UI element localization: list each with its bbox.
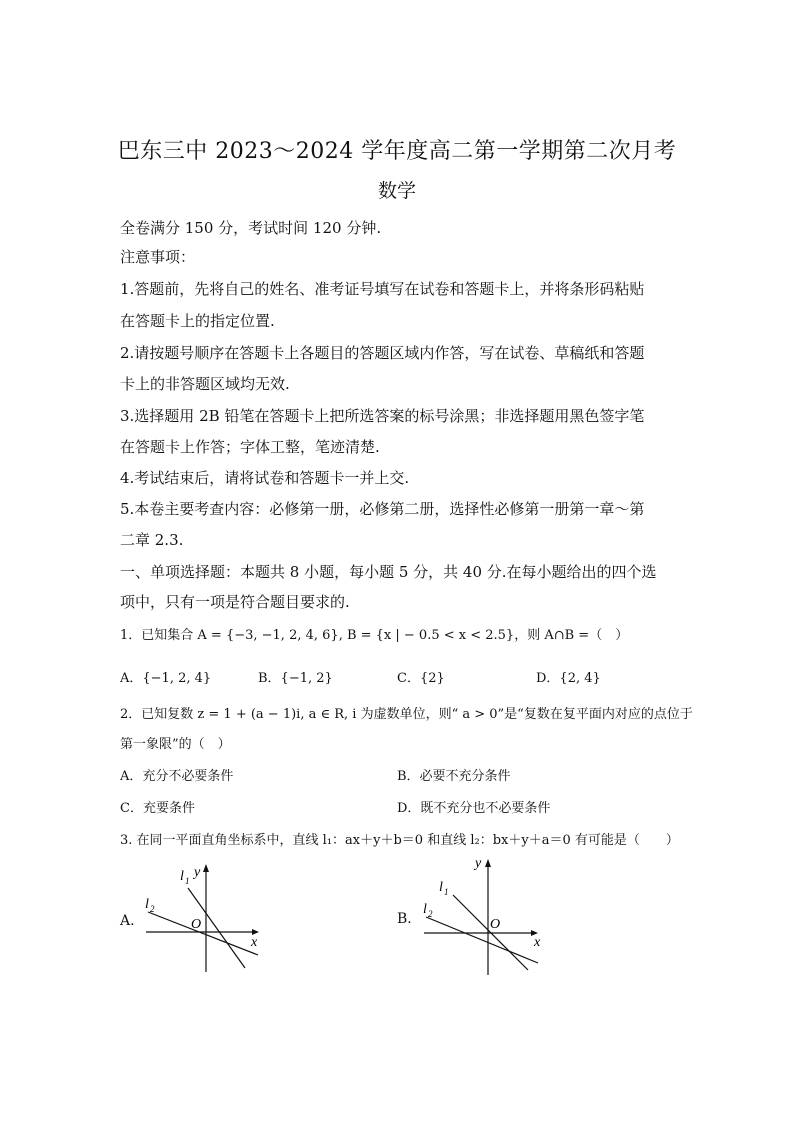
question-1-option-a: A．{−1, 2, 4} bbox=[120, 671, 212, 686]
note-2-line-2: 卡上的非答题区域均无效. bbox=[120, 375, 290, 393]
graph-a-l1-label: l bbox=[180, 869, 184, 884]
question-3-option-b-label: B. bbox=[397, 911, 412, 927]
note-5-line-1: 5.本卷主要考查内容：必修第一册，必修第二册，选择性必修第一册第一章～第 bbox=[120, 500, 645, 518]
graph-a-origin-label: O bbox=[191, 917, 202, 932]
graph-b-y-label: y bbox=[475, 856, 482, 871]
question-3-graph-a bbox=[140, 860, 270, 975]
notice-heading: 注意事项： bbox=[120, 248, 196, 266]
note-1-line-2: 在答题卡上的指定位置. bbox=[120, 312, 275, 330]
question-1-option-b: B．{−1, 2} bbox=[258, 671, 333, 686]
graph-a-line-l2 bbox=[148, 912, 258, 955]
question-2-line-1: 2．已知复数 z = 1 + (a − 1)i, a ∈ R, i 为虚数单位，则“ a > 0”是“复数在复平面内对应的点位于 bbox=[120, 707, 693, 722]
exam-title: 巴东三中 2023～2024 学年度高二第一学期第二次月考 bbox=[117, 139, 677, 164]
graph-b-y-arrow bbox=[485, 859, 491, 867]
section-1-heading-line-2: 项中，只有一项是符合题目要求的. bbox=[120, 593, 350, 611]
graph-a-x-label: x bbox=[251, 935, 258, 950]
note-3-line-1: 3.选择题用 2B 铅笔在答题卡上把所选答案的标号涂黑；非选择题用黑色签字笔 bbox=[120, 407, 645, 425]
question-2-line-2: 第一象限”的（ ） bbox=[120, 737, 231, 752]
question-2-option-d: D．既不充分也不必要条件 bbox=[397, 801, 551, 816]
question-1-option-d: D．{2, 4} bbox=[536, 671, 601, 686]
graph-b-x-label: x bbox=[534, 935, 541, 950]
question-2-option-b: B．必要不充分条件 bbox=[397, 769, 511, 784]
note-3-line-2: 在答题卡上作答；字体工整，笔迹清楚. bbox=[120, 438, 380, 456]
question-1-text: 1．已知集合 A = {−3, −1, 2, 4, 6}, B = {x | − 0.5 < x < 2.5}，则 A∩B =（ ） bbox=[120, 628, 629, 643]
question-2-option-c: C．充要条件 bbox=[120, 801, 195, 816]
exam-subject: 数学 bbox=[377, 180, 416, 202]
note-4-line-1: 4.考试结束后，请将试卷和答题卡一并上交. bbox=[120, 469, 410, 487]
graph-b-l2-subscript: 2 bbox=[428, 909, 433, 919]
note-1-line-1: 1.答题前，先将自己的姓名、准考证号填写在试卷和答题卡上，并将条形码粘贴 bbox=[120, 280, 645, 298]
graph-b-l1-subscript: 1 bbox=[444, 887, 449, 897]
graph-b-l2-label: l bbox=[423, 902, 427, 917]
graph-a-y-arrow bbox=[203, 864, 209, 872]
graph-b-l1-label: l bbox=[439, 880, 443, 895]
graph-a-y-label: y bbox=[194, 865, 201, 880]
question-3-option-a-label: A. bbox=[120, 913, 135, 929]
note-2-line-1: 2.请按题号顺序在答题卡上各题目的答题区域内作答，写在试卷、草稿纸和答题 bbox=[120, 344, 645, 362]
question-3-text: 3. 在同一平面直角坐标系中，直线 l₁：ax＋y＋b＝0 和直线 l₂：bx＋y＋a＝0 有可能是（ ） bbox=[120, 833, 679, 848]
graph-a-l1-subscript: 1 bbox=[185, 876, 190, 886]
graph-a-l2-label: l bbox=[145, 897, 149, 912]
note-5-line-2: 二章 2.3. bbox=[120, 531, 184, 549]
question-1-option-c: C．{2} bbox=[397, 671, 445, 686]
question-2-option-a: A．充分不必要条件 bbox=[120, 769, 234, 784]
question-3-graph-b bbox=[418, 855, 548, 980]
score-time-line: 全卷满分 150 分，考试时间 120 分钟. bbox=[120, 219, 382, 237]
graph-b-origin-label: O bbox=[490, 917, 501, 932]
section-1-heading-line-1: 一、单项选择题：本题共 8 小题，每小题 5 分，共 40 分.在每小题给出的四个选 bbox=[120, 563, 657, 581]
graph-a-l2-subscript: 2 bbox=[150, 904, 155, 914]
